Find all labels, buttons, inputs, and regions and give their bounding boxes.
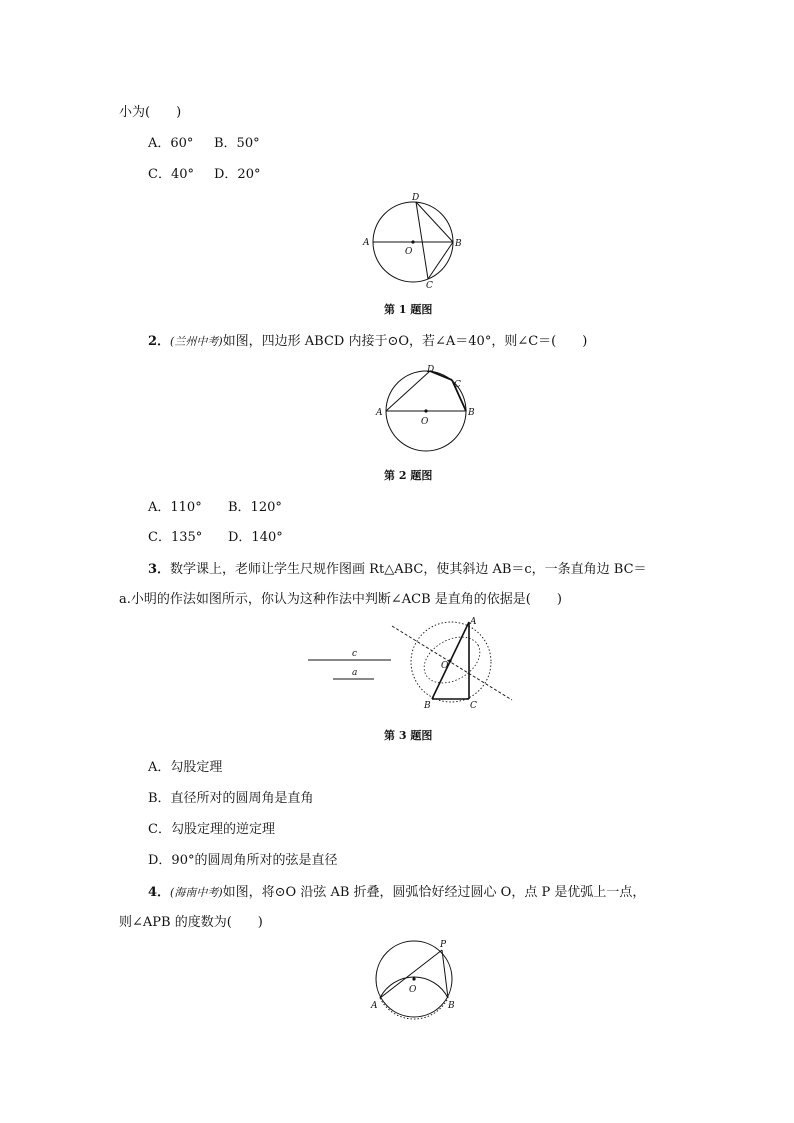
q1-center-dot	[411, 240, 414, 243]
q4-stem-line2: 则∠APB 的度数为( )	[119, 915, 263, 930]
q4-center-dot	[412, 977, 415, 980]
q2-center-dot	[424, 409, 427, 412]
q2-number: 2．	[148, 334, 171, 349]
q3-segment-c-label: c	[352, 649, 358, 659]
q3-stem-line1	[148, 562, 647, 578]
q1-label-b: B	[455, 239, 462, 249]
q2-label-a: A	[376, 408, 383, 418]
q4-label-p: P	[440, 940, 447, 950]
q2-option-b: B．120°	[228, 500, 282, 515]
q2-caption: 第 2 题图	[384, 469, 433, 482]
q3-option-b: B．直径所对的圆周角是直角	[148, 791, 314, 806]
q1-option-d: D．20°	[214, 167, 261, 182]
q3-center-dot	[448, 659, 451, 662]
q1-figure	[360, 192, 470, 292]
q3-number: 3．	[148, 562, 171, 577]
q4-label-o: O	[409, 985, 417, 995]
q1-label-a: A	[363, 238, 370, 248]
q1-caption: 第 1 题图	[384, 303, 433, 316]
q1-option-b: B．50°	[214, 136, 260, 151]
q1-option-a: A．60°	[148, 136, 194, 151]
q3-text-1: 数学课上，老师让学生尺规作图画 Rt△ABC，使其斜边 AB＝c，一条直角边 BC＝	[170, 562, 647, 577]
q2-source: (兰州中考)	[170, 335, 223, 348]
q3-figure	[300, 612, 520, 717]
q2-text: 如图，四边形 ABCD 内接于⊙O，若∠A＝40°，则∠C＝( )	[222, 334, 588, 349]
q4-stem-line1	[148, 885, 645, 901]
q2-figure	[372, 360, 482, 460]
q4-number: 4．	[148, 885, 171, 900]
q3-dotted-arc	[416, 628, 488, 693]
q3-option-c: C．勾股定理的逆定理	[148, 822, 275, 837]
q3-label-a: A	[470, 617, 477, 627]
q2-label-o: O	[421, 417, 429, 427]
q4-source: (海南中考)	[170, 886, 223, 899]
q3-segment-a-label: a	[352, 668, 358, 678]
q2-label-d: D	[427, 365, 435, 375]
q1-label-o: O	[405, 247, 413, 257]
q2-label-c: C	[454, 380, 461, 390]
q3-caption: 第 3 题图	[384, 729, 433, 742]
q2-option-c: C．135°	[148, 530, 203, 545]
q3-label-o: O	[441, 661, 449, 671]
q2-label-b: B	[468, 408, 475, 418]
q4-figure	[362, 938, 472, 1023]
q2-stem	[148, 334, 587, 350]
q1-label-c: C	[426, 281, 433, 291]
q3-bisector	[392, 626, 512, 700]
q1-stem-tail: 小为( )	[119, 105, 182, 120]
q1-option-c: C．40°	[148, 167, 194, 182]
q2-option-a: A．110°	[148, 500, 202, 515]
q3-option-d: D．90°的圆周角所对的弦是直径	[148, 853, 338, 868]
q3-option-a: A．勾股定理	[148, 760, 223, 775]
q4-label-a: A	[371, 1001, 378, 1011]
q1-chord-cb	[428, 242, 453, 279]
q4-text-1: 如图，将⊙O 沿弦 AB 折叠，圆弧恰好经过圆心 O，点 P 是优弧上一点，	[222, 885, 646, 900]
q3-stem-line2: a.小明的作法如图所示，你认为这种作法中判断∠ACB 是直角的依据是( )	[119, 592, 562, 607]
q2-chord-ad	[386, 371, 430, 411]
q3-label-b: B	[424, 701, 431, 711]
q4-label-b: B	[448, 1001, 455, 1011]
q2-option-d: D．140°	[228, 530, 283, 545]
q3-label-c: C	[470, 701, 477, 711]
q1-label-d: D	[412, 193, 420, 203]
